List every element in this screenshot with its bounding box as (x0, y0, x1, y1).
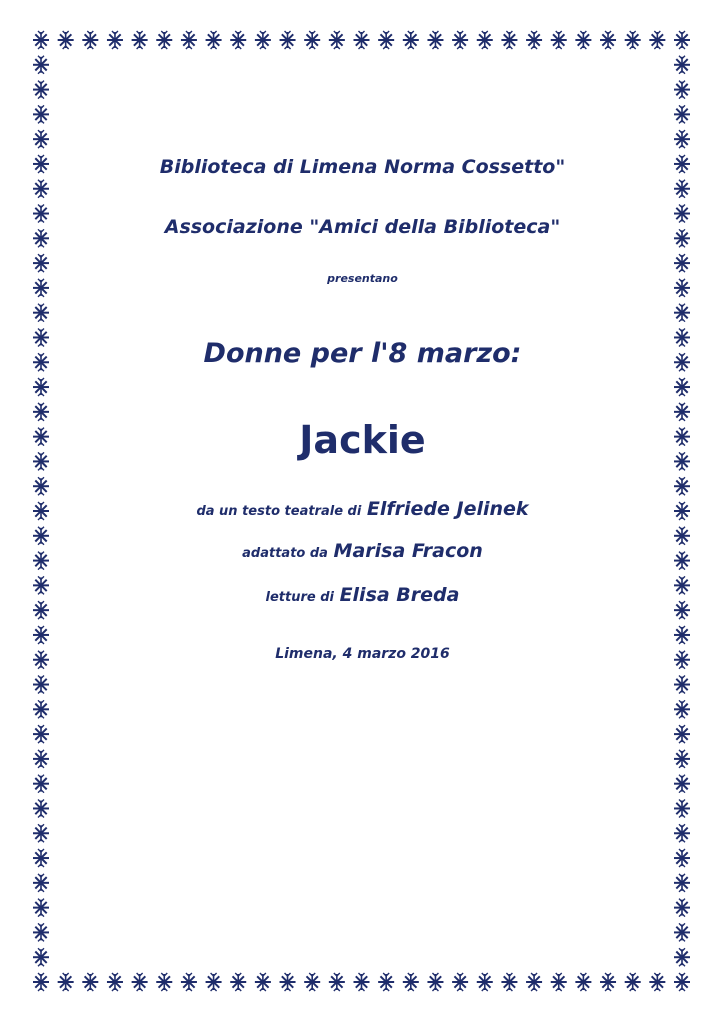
show-title: Jackie (299, 418, 426, 462)
credit-adapter (0, 540, 725, 562)
credit-author (0, 498, 725, 520)
credit-name: Elfriede Jelinek (366, 498, 529, 520)
credit-prefix: da un testo teatrale di (196, 504, 362, 519)
library-name: Biblioteca di Limena Norma Cossetto" (159, 156, 566, 178)
presents-label: presentano (327, 272, 398, 285)
credit-prefix: letture di (265, 590, 334, 605)
place-date: Limena, 4 marzo 2016 (275, 646, 450, 662)
credit-name: Marisa Fracon (333, 540, 483, 562)
credit-reader (0, 584, 725, 606)
credit-prefix: adattato da (242, 546, 328, 561)
association-name: Associazione "Amici della Biblioteca" (164, 216, 561, 238)
credit-name: Elisa Breda (339, 584, 460, 606)
event-heading: Donne per l'8 marzo: (203, 338, 522, 369)
